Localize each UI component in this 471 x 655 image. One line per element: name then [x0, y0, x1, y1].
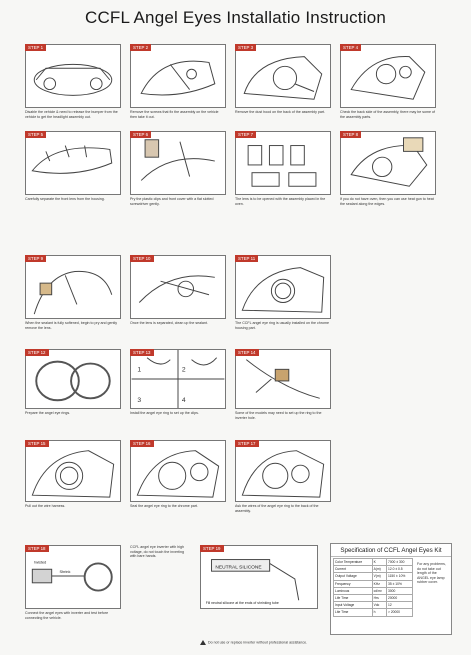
step-caption: Once the lens is separated, clean up the sealant.: [130, 321, 208, 325]
step-caption: Seal the angel eye ring to the chrome part.: [130, 504, 198, 508]
svg-text:3: 3: [137, 397, 142, 405]
warning: [200, 640, 307, 645]
step-11: [235, 255, 331, 341]
step-tag: STEP 19: [200, 545, 224, 552]
step-tag: STEP 1: [25, 44, 46, 51]
step-caption: When the sealant is fully softened, begin to pry and gently remove the lens.: [25, 321, 118, 330]
step-tag: STEP 11: [235, 255, 258, 262]
step-19: [130, 545, 320, 645]
step-tag: STEP 3: [235, 44, 256, 51]
step-3: [235, 44, 331, 124]
step-tag: STEP 16: [130, 440, 154, 447]
step-5: [25, 131, 121, 247]
step-caption: If you do not have oven, then you can use heat gun to heat the sealant along the edges.: [340, 197, 434, 206]
step-tag: STEP 9: [25, 255, 46, 262]
table-row: Color Temperature K 7000 ± 300: [334, 559, 413, 566]
step-caption: Connect the angel eyes with inverter and test before connecting the vehicle.: [25, 611, 109, 620]
step-4: [340, 44, 436, 124]
table-row: Life Time Hrs 20000: [334, 594, 413, 601]
step-2: [130, 44, 226, 124]
step-tag: STEP 2: [130, 44, 151, 51]
table-row: Frequency KHz 35 ± 10%: [334, 580, 413, 587]
step-17: [235, 440, 331, 532]
step-caption: Pull out the wire harness.: [25, 504, 66, 508]
step-tag: STEP 14: [235, 349, 259, 356]
step-15: [25, 440, 121, 532]
step-14: [235, 349, 331, 433]
svg-text:2: 2: [181, 366, 186, 374]
table-row: Current A(m) 12.0 ± 0.5: [334, 566, 413, 573]
table-row: Lite Time h > 20000: [334, 609, 413, 616]
step-caption: Remove the dust hood on the back of the assembly part.: [235, 110, 326, 114]
table-row: Luminous cd/m² 3000: [334, 587, 413, 594]
step-caption: Carefully separate the front lens from the housing.: [25, 197, 105, 201]
warning-icon: [200, 640, 206, 645]
tube-label: NEUTRAL SILICONE: [215, 565, 262, 571]
step-tag: STEP 17: [235, 440, 259, 447]
spec-box: [330, 543, 452, 635]
step-18: [25, 545, 121, 645]
step-tag: STEP 18: [25, 545, 49, 552]
step-caption: Check the back side of the assembly, there may be some of the assembly parts.: [340, 110, 436, 119]
tube-caption: Fill neutral silicone at the ends of shrinking tube: [205, 601, 279, 606]
step-10: [130, 255, 226, 341]
spec-note: For any problems, do not take out length of the ANGEL eye lamp rubber cover.: [417, 562, 446, 584]
svg-text:1: 1: [137, 366, 142, 374]
step-12: [25, 349, 121, 433]
step-caption: CCFL angel eye inverter with high voltage, do not touch the inverting with bare hands.: [130, 545, 184, 559]
warning-text: Do not use or replace inverter without professional assistance.: [208, 640, 308, 645]
step-tag: STEP 4: [340, 44, 361, 51]
step-9: [25, 255, 121, 341]
step-caption: The CCFL angel eye ring is usually installed on the chrome housing part.: [235, 321, 329, 330]
step-caption: The lens is to be opened with the assembly placed in the oven.: [235, 197, 326, 206]
step-7: [235, 131, 331, 247]
step-tag: STEP 7: [235, 131, 256, 138]
shrink-label: Shrink: [59, 569, 71, 575]
step-caption: Ask the wires of the angel eye ring to the back of the assembly.: [235, 504, 319, 513]
step-tag: STEP 10: [130, 255, 154, 262]
table-row: Input Voltage Vdc 12: [334, 602, 413, 609]
step-caption: Pry the plastic clips and front cover with a flat slotted screwdriver gently.: [130, 197, 214, 206]
table-row: Output Voltage V(m) 1150 ± 10%: [334, 573, 413, 580]
step-caption: Some of the models may need to set up the ring to the inverter hole.: [235, 411, 322, 420]
step-caption: Disable the vehicle & need to release the bumper from the vehicle to get the headlight assembly out.: [25, 110, 118, 119]
step-tag: STEP 12: [25, 349, 49, 356]
page-title: CCFL Angel Eyes Installatio Instruction: [84, 8, 387, 27]
step-tag: STEP 15: [25, 440, 49, 447]
step-16: [130, 440, 226, 532]
step-caption: Remove the screws that fix the assembly on the vehicle then take it out.: [130, 110, 219, 119]
step-tag: STEP 6: [130, 131, 151, 138]
step-caption: Prepare the angel eye rings.: [25, 411, 71, 415]
step-6: [130, 131, 226, 247]
step-tag: STEP 5: [25, 131, 46, 138]
step-13: [130, 349, 226, 433]
step-tag: STEP 8: [340, 131, 361, 138]
spec-title: Specification of CCFL Angel Eyes Kit: [331, 544, 451, 557]
step-tag: STEP 13: [130, 349, 154, 356]
twisted-label: twisted: [34, 559, 47, 565]
step-1: [25, 44, 121, 124]
step-8: [340, 131, 436, 247]
spec-table: [333, 558, 413, 617]
svg-text:4: 4: [181, 397, 186, 405]
step-caption: Install the angel eye ring to set up the clips.: [130, 411, 199, 415]
